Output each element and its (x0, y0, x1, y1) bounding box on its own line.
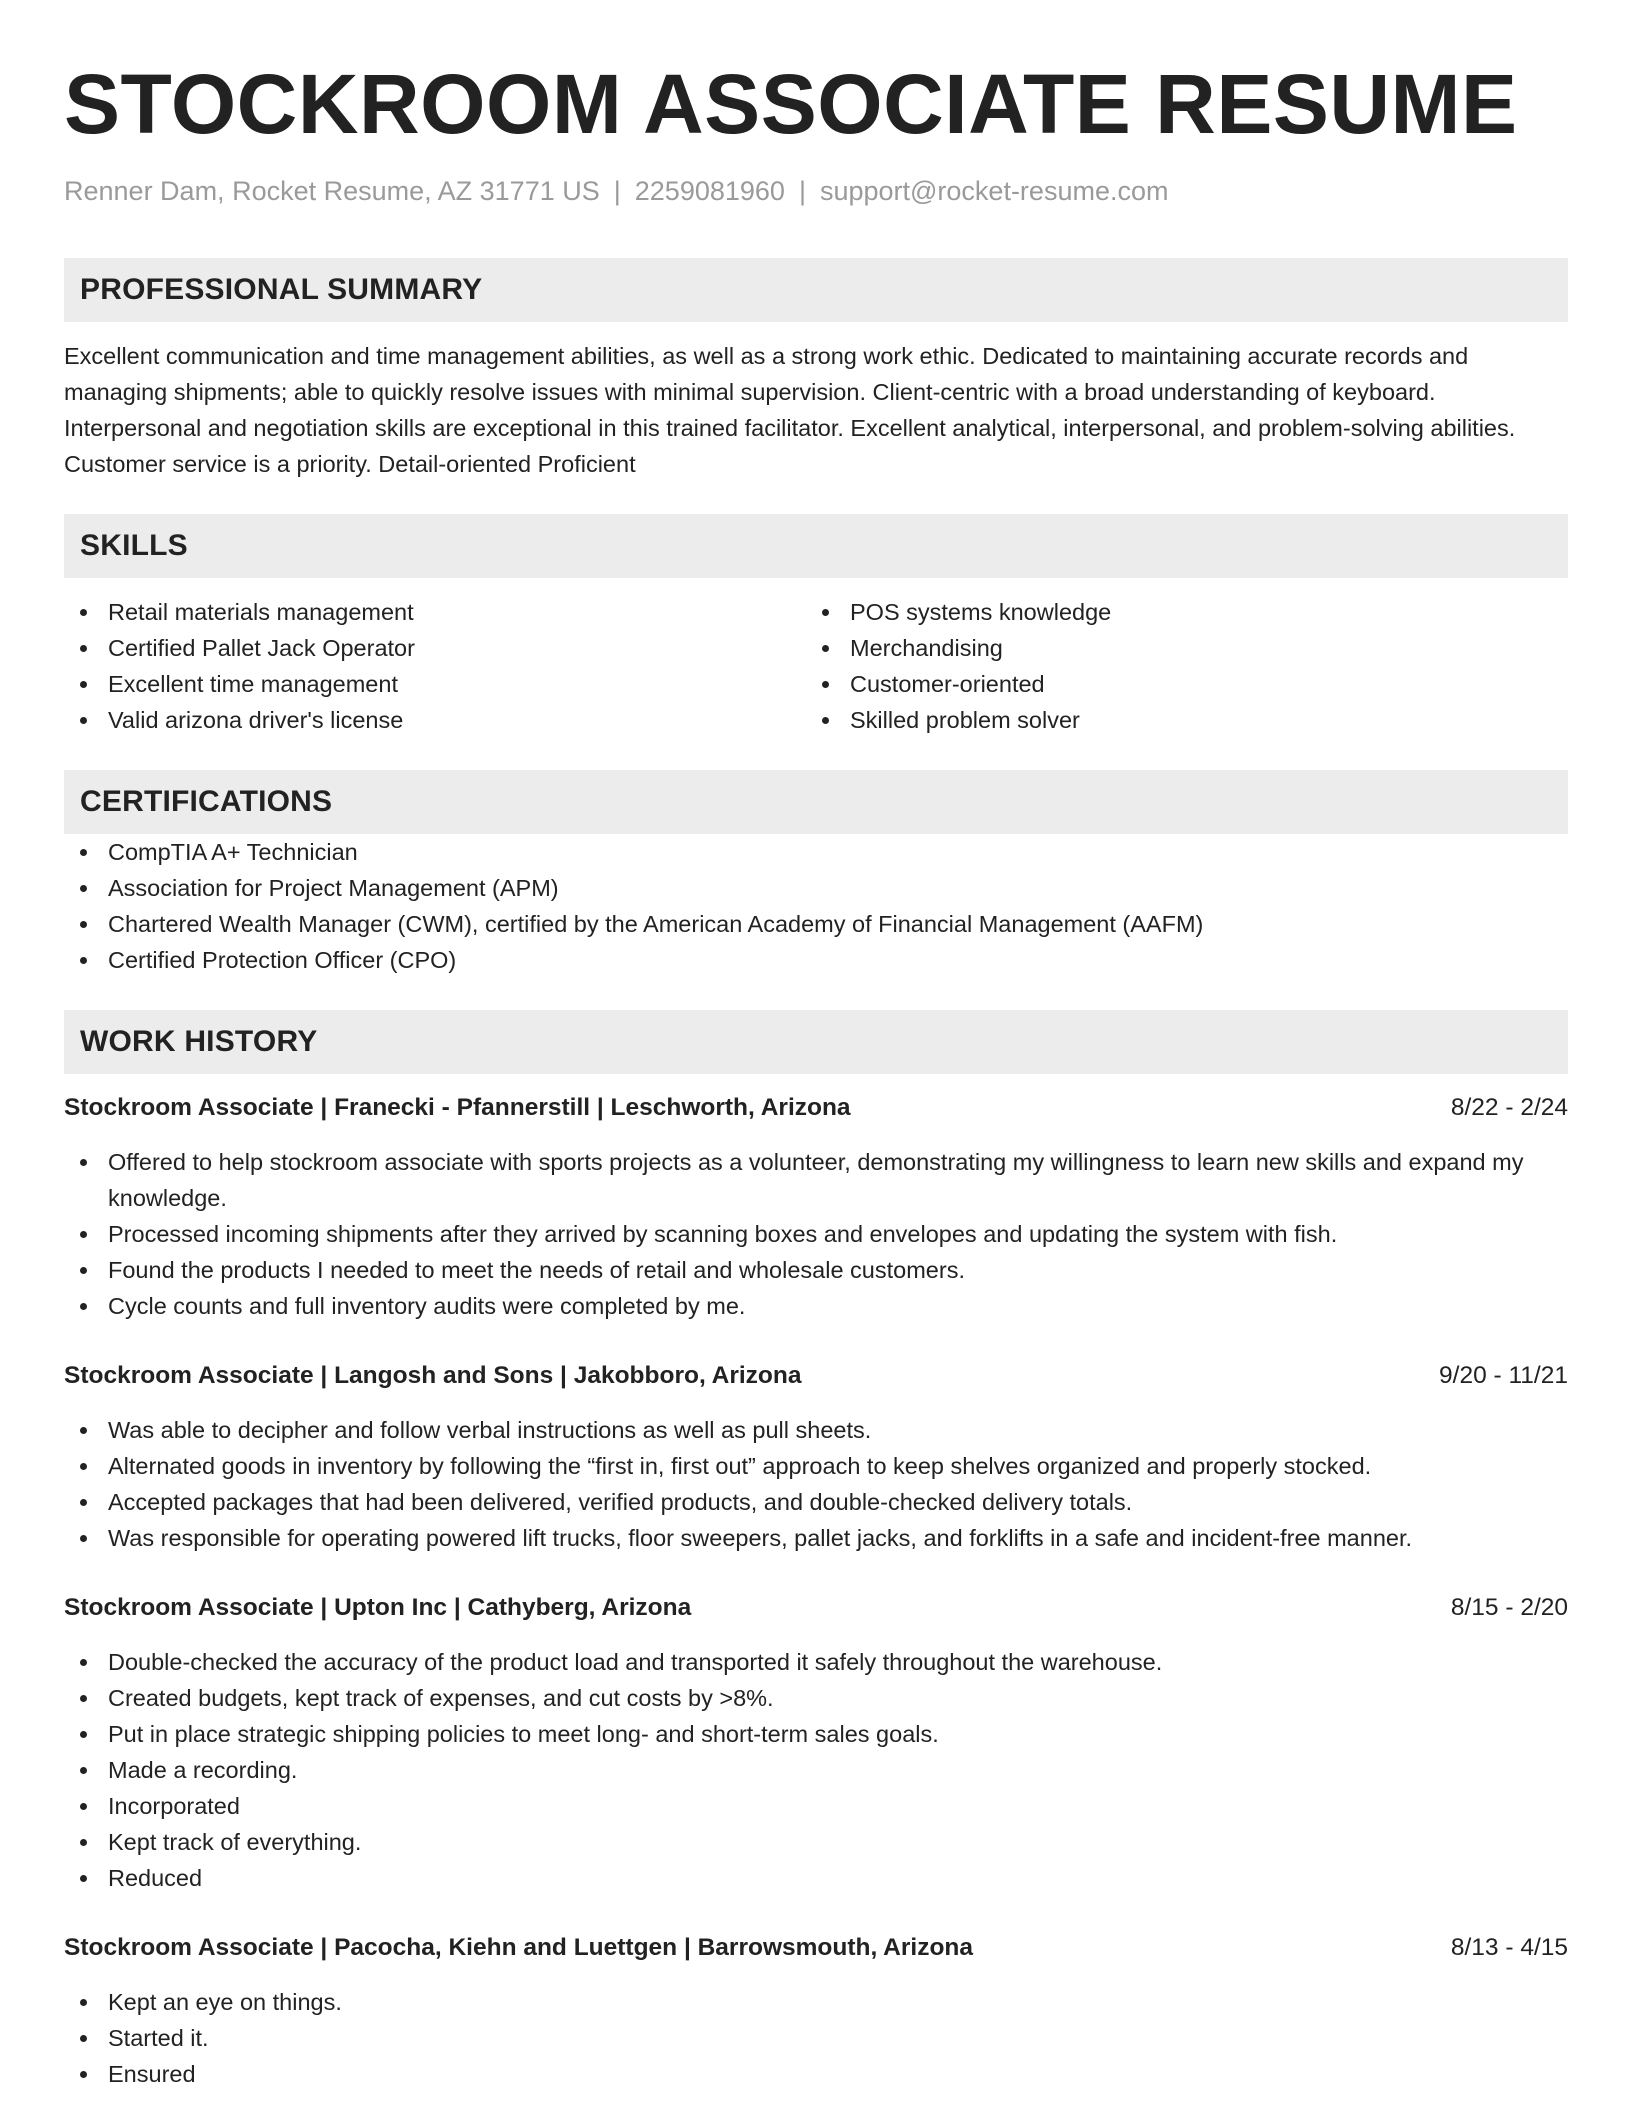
job-bullet: Made a recording. (64, 1752, 1568, 1788)
job-entry (64, 1358, 1568, 1556)
job-bullet: Kept track of everything. (64, 1824, 1568, 1860)
job-bullets (64, 1984, 1568, 2092)
job-header (64, 1590, 1568, 1626)
job-dates: 9/20 - 11/21 (1439, 1362, 1568, 1389)
job-entry (64, 1590, 1568, 1896)
job-bullets (64, 1644, 1568, 1896)
summary-text: Excellent communication and time management abilities, as well as a strong work ethic. Dedicated to maintaining accurate records and managing shipments; able to quickly resolve issues with minimal supervision. Client-centric with a broad understanding of keyboard. Interpersonal and negotiation skills are exceptional in this trained facilitator. Excellent analytical, interpersonal, and problem-solving abilities. Customer service is a priority. Detail-oriented Proficient (64, 343, 1516, 477)
section-heading-certifications: CERTIFICATIONS (64, 770, 1568, 834)
section-heading-skills: SKILLS (64, 514, 1568, 578)
job-bullet: Accepted packages that had been delivered, verified products, and double-checked delivery totals. (64, 1484, 1568, 1520)
skills-list-left (64, 594, 806, 738)
job-bullet: Alternated goods in inventory by following the “first in, first out” approach to keep shelves organized and properly stocked. (64, 1448, 1568, 1484)
contact-address: Renner Dam, Rocket Resume, AZ 31771 US (64, 176, 600, 206)
skill-item: POS systems knowledge (806, 594, 1548, 630)
job-entry (64, 1090, 1568, 1324)
contact-separator: | (613, 176, 621, 206)
job-bullet: Created budgets, kept track of expenses, and cut costs by >8%. (64, 1680, 1568, 1716)
job-bullet: Was responsible for operating powered lift trucks, floor sweepers, pallet jacks, and forklifts in a safe and incident-free manner. (64, 1520, 1568, 1556)
job-title: Stockroom Associate | Upton Inc | Cathyberg, Arizona (64, 1594, 692, 1621)
job-title: Stockroom Associate | Franecki - Pfannerstill | Leschworth, Arizona (64, 1094, 851, 1121)
certification-item: Association for Project Management (APM) (64, 870, 1568, 906)
job-bullet: Offered to help stockroom associate with sports projects as a volunteer, demonstrating my willingness to learn new skills and expand my knowledge. (64, 1144, 1568, 1216)
job-header (64, 1358, 1568, 1394)
certification-item: Chartered Wealth Manager (CWM), certified by the American Academy of Financial Management (AAFM) (64, 906, 1568, 942)
job-bullet: Found the products I needed to meet the needs of retail and wholesale customers. (64, 1252, 1568, 1288)
skill-item: Customer-oriented (806, 666, 1548, 702)
job-bullet: Processed incoming shipments after they arrived by scanning boxes and envelopes and updating the system with fish. (64, 1216, 1568, 1252)
certification-item: CompTIA A+ Technician (64, 834, 1568, 870)
job-bullet: Reduced (64, 1860, 1568, 1896)
certification-item: Certified Protection Officer (CPO) (64, 942, 1568, 978)
page-title: STOCKROOM ASSOCIATE RESUME (64, 57, 1518, 151)
contact-phone: 2259081960 (634, 176, 785, 206)
job-bullet: Was able to decipher and follow verbal instructions as well as pull sheets. (64, 1412, 1568, 1448)
job-bullet: Cycle counts and full inventory audits were completed by me. (64, 1288, 1568, 1324)
skills-columns (64, 594, 1568, 738)
skill-item: Retail materials management (64, 594, 806, 630)
skill-item: Merchandising (806, 630, 1548, 666)
job-header (64, 1930, 1568, 1966)
section-heading-work-history: WORK HISTORY (64, 1010, 1568, 1074)
job-dates: 8/13 - 4/15 (1450, 1934, 1568, 1961)
job-bullets (64, 1412, 1568, 1556)
job-bullet: Ensured (64, 2056, 1568, 2092)
contact-email: support@rocket-resume.com (819, 176, 1169, 206)
resume-page (64, 56, 1568, 2092)
job-bullet: Double-checked the accuracy of the product load and transported it safely throughout the warehouse. (64, 1644, 1568, 1680)
job-bullet: Started it. (64, 2020, 1568, 2056)
job-entry (64, 1930, 1568, 2092)
section-heading-summary: PROFESSIONAL SUMMARY (64, 258, 1568, 322)
job-title: Stockroom Associate | Langosh and Sons | Jakobboro, Arizona (64, 1362, 802, 1389)
skill-item: Excellent time management (64, 666, 806, 702)
job-title: Stockroom Associate | Pacocha, Kiehn and Luettgen | Barrowsmouth, Arizona (64, 1934, 974, 1961)
job-dates: 8/22 - 2/24 (1450, 1094, 1568, 1121)
skill-item: Valid arizona driver's license (64, 702, 806, 738)
job-bullet: Kept an eye on things. (64, 1984, 1568, 2020)
job-dates: 8/15 - 2/20 (1450, 1594, 1568, 1621)
certifications-list (64, 834, 1568, 978)
skills-list-right (806, 594, 1548, 738)
job-bullet: Put in place strategic shipping policies to meet long- and short-term sales goals. (64, 1716, 1568, 1752)
skill-item: Certified Pallet Jack Operator (64, 630, 806, 666)
job-bullets (64, 1144, 1568, 1324)
skill-item: Skilled problem solver (806, 702, 1548, 738)
contact-line (64, 174, 1568, 208)
contact-separator: | (798, 176, 806, 206)
job-bullet: Incorporated (64, 1788, 1568, 1824)
job-header (64, 1090, 1568, 1126)
